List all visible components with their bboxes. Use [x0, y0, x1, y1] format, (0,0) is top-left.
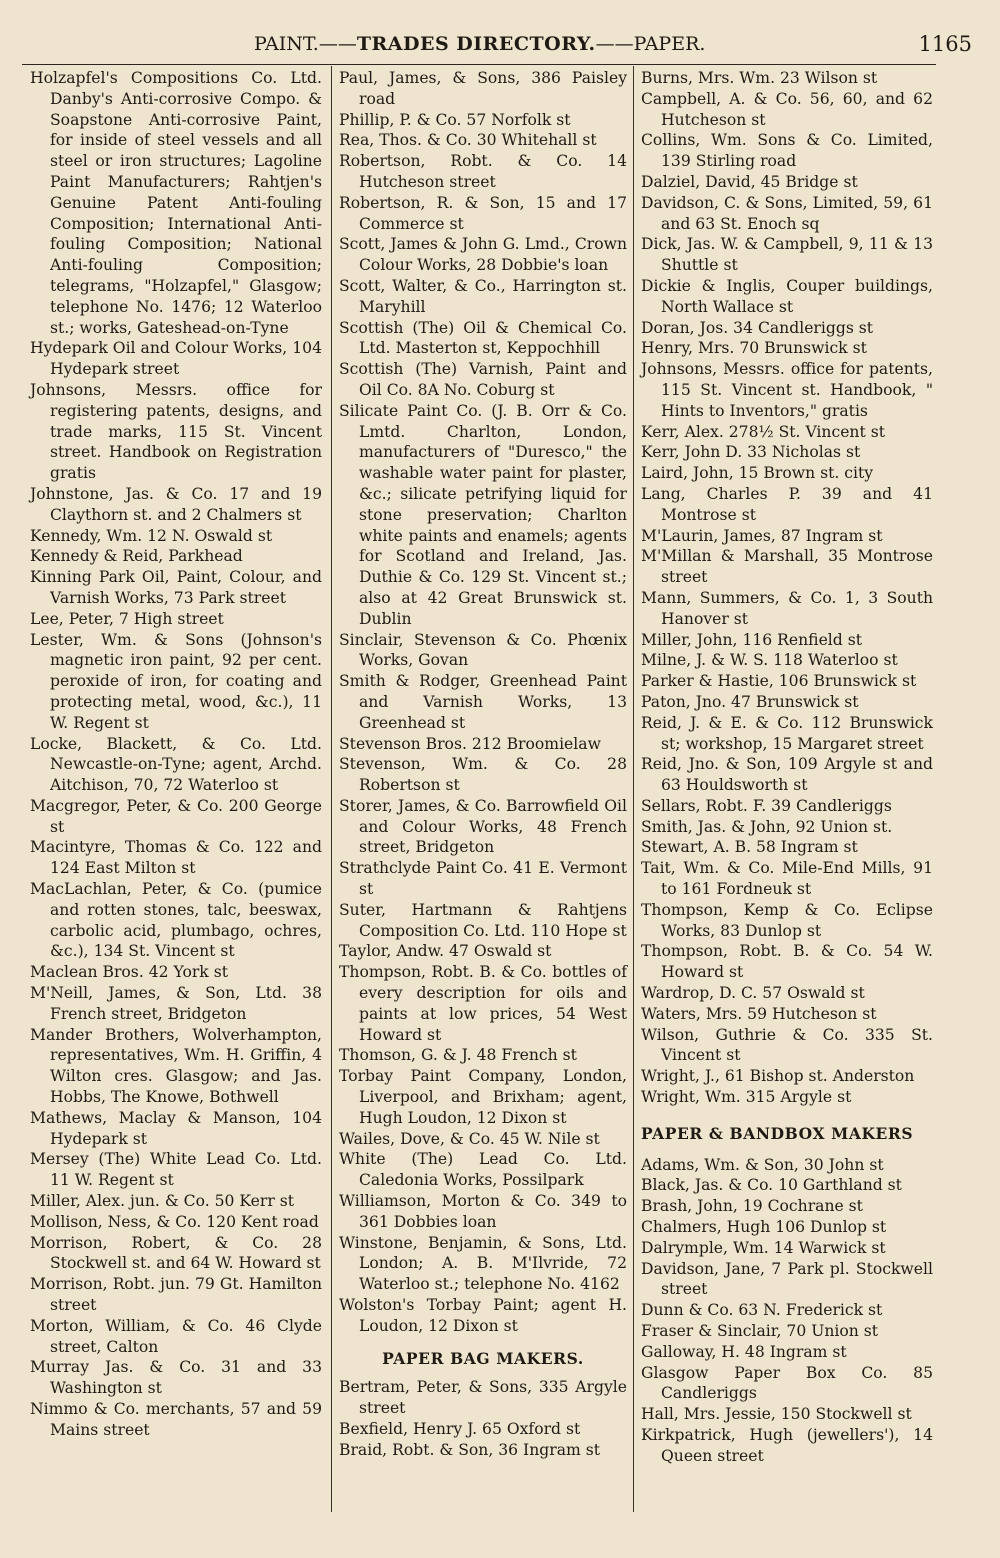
directory-entry: Wilson, Guthrie & Co. 335 St. Vincent st — [641, 1025, 933, 1065]
directory-entry: Davidson, Jane, 7 Park pl. Stockwell street — [641, 1259, 933, 1299]
column-divider-1 — [331, 66, 332, 1512]
header-dash-left: —— — [318, 33, 357, 55]
directory-entry: Galloway, H. 48 Ingram st — [641, 1342, 847, 1361]
column-3 — [641, 68, 933, 1467]
directory-entry: Waters, Mrs. 59 Hutcheson st — [641, 1004, 877, 1023]
directory-entry: Stewart, A. B. 58 Ingram st — [641, 838, 858, 857]
directory-entry: Miller, Alex. jun. & Co. 50 Kerr st — [30, 1192, 295, 1211]
directory-entry: Reid, J. & E. & Co. 112 Brunswick st; workshop, 15 Margaret street — [641, 713, 933, 753]
directory-entry: Sellars, Robt. F. 39 Candleriggs — [641, 796, 892, 815]
directory-entry: Scottish (The) Oil & Chemical Co. Ltd. Masterton st, Keppochhill — [339, 318, 627, 358]
section-heading: PAPER BAG MAKERS. — [382, 1348, 584, 1368]
header-rule — [22, 64, 936, 65]
directory-entry: Macintyre, Thomas & Co. 122 and 124 East Milton st — [30, 838, 322, 878]
directory-entry: M'Millan & Marshall, 35 Montrose street — [641, 547, 933, 587]
directory-entry: Scott, Walter, & Co., Harrington st. Maryhill — [339, 276, 627, 316]
directory-entry: M'Neill, James, & Son, Ltd. 38 French street, Bridgeton — [30, 984, 322, 1023]
directory-entry: Lee, Peter, 7 High street — [30, 609, 224, 628]
directory-entry: Laird, John, 15 Brown st. city — [641, 464, 874, 483]
directory-entry: Phillip, P. & Co. 57 Norfolk st — [339, 110, 571, 129]
directory-entry: Suter, Hartmann & Rahtjens Composition Co. Ltd. 110 Hope st — [339, 900, 627, 940]
column-2 — [339, 68, 627, 1461]
directory-entry: Williamson, Morton & Co. 349 to 361 Dobbies loan — [339, 1192, 627, 1231]
directory-entry: Mander Brothers, Wolverhampton, representatives, Wm. H. Griffin, 4 Wilton cres. Glasgow; and Jas. Hobbs, The Knowe, Bothwell — [30, 1025, 322, 1107]
directory-entry: Wolston's Torbay Paint; agent H. Loudon, 12 Dixon st — [339, 1296, 627, 1335]
directory-entry: Fraser & Sinclair, 70 Union st — [641, 1322, 879, 1341]
directory-entry: Johnsons, Messrs. office for registering patents, designs, and trade marks, 115 St. Vincent street. Handbook on Registration gratis — [30, 380, 322, 483]
directory-entry: Lang, Charles P. 39 and 41 Montrose st — [641, 484, 933, 524]
directory-entry: Maclean Bros. 42 York st — [30, 963, 228, 982]
directory-entry: Holzapfel's Compositions Co. Ltd. Danby's Anti-corrosive Compo. & Soapstone Anti-corrosive Paint, for inside of steel vessels and all steel or iron structures; Lagoline Paint Manufacturers; Rahtjen's Genuine Patent Anti-fouling Composition; International Anti-fouling Composition; National Anti-fouling Composition; telegrams, "Holzapfel," Glasgow; telephone No. 1476; 12 Waterloo st.; works, Gateshead-on-Tyne — [30, 69, 322, 337]
header-title — [254, 30, 705, 58]
directory-entry: Mersey (The) White Lead Co. Ltd. 11 W. Regent st — [30, 1150, 322, 1190]
directory-entry: Bexfield, Henry J. 65 Oxford st — [339, 1420, 581, 1438]
directory-entry: Thompson, Robt. B. & Co. bottles of every description for oils and paints at low prices, 54 West Howard st — [339, 963, 627, 1044]
directory-entry: Campbell, A. & Co. 56, 60, and 62 Hutcheson st — [641, 89, 933, 129]
directory-entry: Kinning Park Oil, Paint, Colour, and Varnish Works, 73 Park street — [30, 568, 322, 607]
directory-entry: Torbay Paint Company, London, Liverpool, and Brixham; agent, Hugh Loudon, 12 Dixon st — [339, 1067, 627, 1127]
directory-entry: Reid, Jno. & Son, 109 Argyle st and 63 Houldsworth st — [641, 755, 933, 795]
directory-entry: Dickie & Inglis, Couper buildings, North Wallace st — [641, 276, 933, 316]
directory-entry: Glasgow Paper Box Co. 85 Candleriggs — [641, 1363, 933, 1403]
directory-entry: Milne, J. & W. S. 118 Waterloo st — [641, 651, 898, 670]
directory-entry: Parker & Hastie, 106 Brunswick st — [641, 672, 917, 691]
directory-entry: Hydepark Oil and Colour Works, 104 Hydepark street — [30, 339, 322, 379]
directory-entry: Smith, Jas. & John, 92 Union st. — [641, 817, 893, 836]
directory-entry: Collins, Wm. Sons & Co. Limited, 139 Stirling road — [641, 131, 933, 171]
directory-entry: Macgregor, Peter, & Co. 200 George st — [30, 796, 322, 836]
directory-entry: White (The) Lead Co. Ltd. Caledonia Works, Possilpark — [339, 1150, 627, 1190]
directory-entry: Dalrymple, Wm. 14 Warwick st — [641, 1238, 886, 1257]
directory-entry: M'Laurin, James, 87 Ingram st — [641, 526, 883, 545]
directory-entry: Storer, James, & Co. Barrowfield Oil and Colour Works, 48 French street, Bridgeton — [339, 796, 627, 857]
directory-entry: Wright, J., 61 Bishop st. Anderston — [641, 1067, 915, 1086]
header-left-word: PAINT. — [254, 33, 319, 55]
directory-entry: Hall, Mrs. Jessie, 150 Stockwell st — [641, 1405, 912, 1424]
directory-entry: Kirkpatrick, Hugh (jewellers'), 14 Queen street — [641, 1426, 933, 1465]
directory-entry: Johnsons, Messrs. office for patents, 115 St. Vincent st. Handbook, " Hints to Inventors," gratis — [641, 360, 933, 420]
directory-entry: Dunn & Co. 63 N. Frederick st — [641, 1301, 883, 1320]
directory-entry: Mann, Summers, & Co. 1, 3 South Hanover st — [641, 588, 933, 628]
directory-entry: Davidson, C. & Sons, Limited, 59, 61 and 63 St. Enoch sq — [641, 193, 933, 233]
directory-entry: Wailes, Dove, & Co. 45 W. Nile st — [339, 1129, 600, 1148]
directory-entry: Morrison, Robt. jun. 79 Gt. Hamilton street — [30, 1275, 322, 1315]
directory-entry: MacLachlan, Peter, & Co. (pumice and rotten stones, talc, beeswax, carbolic acid, plumbago, ochres, &c.), 134 St. Vincent st — [30, 880, 322, 961]
directory-entry: Doran, Jos. 34 Candleriggs st — [641, 318, 874, 337]
directory-entry: Mathews, Maclay & Manson, 104 Hydepark st — [30, 1108, 322, 1148]
directory-entry: Taylor, Andw. 47 Oswald st — [339, 942, 552, 961]
directory-entry: Wright, Wm. 315 Argyle st — [641, 1088, 852, 1107]
page-number: 1165 — [918, 32, 972, 56]
directory-entry: Adams, Wm. & Son, 30 John st — [641, 1155, 884, 1174]
directory-entry: Nimmo & Co. merchants, 57 and 59 Mains street — [30, 1400, 322, 1439]
directory-entry: Lester, Wm. & Sons (Johnson's magnetic iron paint, 92 per cent. peroxide of iron, for coating and protecting metal, wood, &c.), 11 W. Regent st — [30, 630, 322, 732]
directory-entry: Silicate Paint Co. (J. B. Orr & Co. Lmtd. Charlton, London, manufacturers of "Duresco," the washable water paint for plaster, &c.; silicate petrifying liquid for stone preservation; Charlton white paints and enamels; agents for Scotland and Ireland, Jas. Duthie & Co. 129 St. Vincent st.; also at 42 Great Brunswick st. Dublin — [339, 401, 627, 628]
running-header — [20, 30, 972, 58]
column-divider-2 — [633, 66, 634, 1512]
directory-entry: Scott, James & John G. Lmd., Crown Colour Works, 28 Dobbie's loan — [339, 235, 627, 275]
directory-entry: Brash, John, 19 Cochrane st — [641, 1197, 863, 1216]
directory-entry: Miller, John, 116 Renfield st — [641, 630, 863, 649]
directory-entry: Johnstone, Jas. & Co. 17 and 19 Claythorn st. and 2 Chalmers st — [30, 484, 322, 524]
directory-entry: Thompson, Robt. B. & Co. 54 W. Howard st — [641, 942, 933, 982]
directory-entry: Burns, Mrs. Wm. 23 Wilson st — [641, 69, 878, 87]
directory-entry: Robertson, Robt. & Co. 14 Hutcheson street — [339, 152, 627, 191]
directory-entry: Paton, Jno. 47 Brunswick st — [641, 692, 859, 711]
directory-entry: Sinclair, Stevenson & Co. Phœnix Works, Govan — [339, 630, 627, 670]
directory-entry: Black, Jas. & Co. 10 Garthland st — [641, 1176, 902, 1195]
directory-entry: Tait, Wm. & Co. Mile-End Mills, 91 to 161 Fordneuk st — [641, 859, 933, 899]
directory-entry: Henry, Mrs. 70 Brunswick st — [641, 339, 867, 358]
directory-entry: Kennedy & Reid, Parkhead — [30, 547, 243, 566]
header-center-title: TRADES DIRECTORY. — [356, 33, 596, 55]
directory-entry: Bertram, Peter, & Sons, 335 Argyle street — [339, 1378, 627, 1418]
directory-entry: Rea, Thos. & Co. 30 Whitehall st — [339, 131, 597, 150]
header-dash-right: —— — [595, 33, 634, 55]
section-heading: PAPER & BANDBOX MAKERS — [641, 1123, 914, 1143]
directory-entry: Strathclyde Paint Co. 41 E. Vermont st — [339, 859, 627, 899]
directory-entry: Stevenson, Wm. & Co. 28 Robertson st — [339, 755, 627, 795]
directory-entry: Morton, William, & Co. 46 Clyde street, Calton — [30, 1316, 322, 1356]
directory-entry: Dick, Jas. W. & Campbell, 9, 11 & 13 Shuttle st — [641, 235, 933, 275]
directory-entry: Morrison, Robert, & Co. 28 Stockwell st. and 64 W. Howard st — [30, 1233, 322, 1273]
directory-entry: Winstone, Benjamin, & Sons, Ltd. London; A. B. M'Ilvride, 72 Waterloo st.; telephone No. 4162 — [339, 1233, 627, 1294]
directory-entry: Wardrop, D. C. 57 Oswald st — [641, 984, 865, 1003]
directory-entry: Kerr, John D. 33 Nicholas st — [641, 443, 861, 462]
directory-entry: Kerr, Alex. 278½ St. Vincent st — [641, 422, 885, 441]
directory-entry: Chalmers, Hugh 106 Dunlop st — [641, 1218, 887, 1237]
directory-entry: Murray Jas. & Co. 31 and 33 Washington st — [30, 1358, 322, 1398]
directory-entry: Stevenson Bros. 212 Broomielaw — [339, 734, 601, 753]
directory-entry: Dalziel, David, 45 Bridge st — [641, 172, 858, 191]
column-1 — [30, 68, 322, 1441]
directory-entry: Robertson, R. & Son, 15 and 17 Commerce st — [339, 193, 627, 233]
directory-entry: Mollison, Ness, & Co. 120 Kent road — [30, 1212, 319, 1231]
directory-entry: Scottish (The) Varnish, Paint and Oil Co. 8A No. Coburg st — [339, 360, 627, 399]
directory-entry: Kennedy, Wm. 12 N. Oswald st — [30, 526, 273, 545]
directory-entry: Thompson, Kemp & Co. Eclipse Works, 83 Dunlop st — [641, 900, 933, 940]
directory-entry: Locke, Blackett, & Co. Ltd. Newcastle-on-Tyne; agent, Archd. Aitchison, 70, 72 Waterloo st — [30, 734, 322, 795]
header-right-word: PAPER. — [633, 33, 706, 55]
directory-entry: Thomson, G. & J. 48 French st — [339, 1046, 577, 1065]
directory-entry: Paul, James, & Sons, 386 Paisley road — [339, 69, 627, 108]
directory-entry: Braid, Robt. & Son, 36 Ingram st — [339, 1440, 600, 1459]
directory-entry: Smith & Rodger, Greenhead Paint and Varnish Works, 13 Greenhead st — [339, 672, 627, 732]
